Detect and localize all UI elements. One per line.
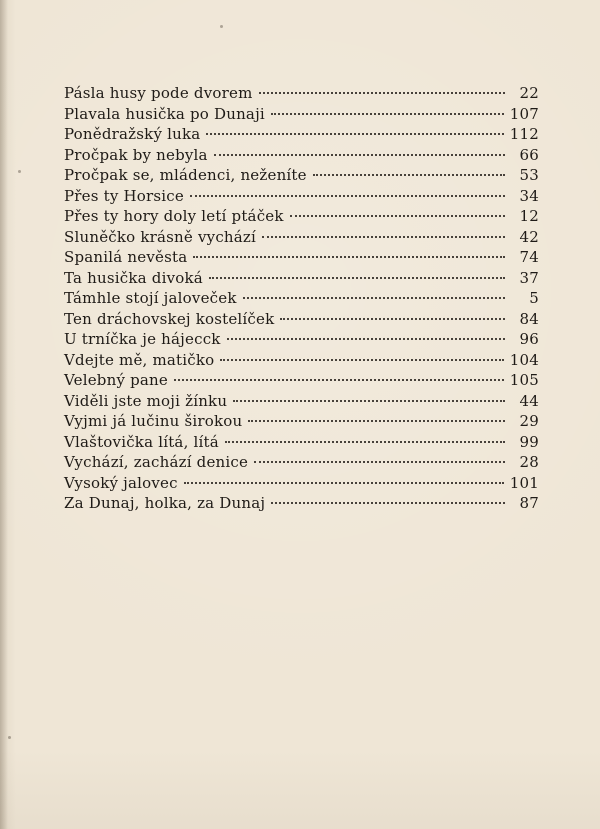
toc-title: Přes ty hory doly letí ptáček [64,207,284,225]
toc-page-number: 12 [519,207,539,225]
toc-page-number: 66 [519,145,539,164]
toc-title: Pročpak by nebyla [64,145,208,164]
toc-title: Přes ty Horsice [64,186,184,205]
toc-row [64,125,539,146]
toc-page-number: 28 [519,453,539,471]
dot-leader [262,236,505,238]
dot-leader [243,297,505,299]
toc-row [64,371,539,392]
toc-title: Ponědražský luka [64,125,201,143]
toc-row [64,494,539,515]
toc-page-number: 22 [519,84,539,102]
toc-page-number: 104 [509,350,539,369]
toc-row [64,412,539,433]
toc-row [64,392,539,413]
dot-leader [220,359,503,361]
toc-page-number: 42 [519,227,539,246]
toc-row [64,310,539,331]
toc-title: Sluněčko krásně vychází [64,227,257,246]
toc-page-number: 74 [519,248,539,266]
toc-row [64,187,539,208]
toc-row [64,228,539,249]
toc-page-number: 101 [509,473,539,492]
toc-title: Vyjmi já lučinu širokou [64,412,243,430]
toc-row [64,330,539,351]
dot-leader [254,461,505,463]
toc-title: Pásla husy pode dvorem [64,84,253,102]
dot-leader [280,318,505,320]
toc-row [64,207,539,228]
dot-leader [259,92,506,94]
toc-title: Viděli jste moji žínku [64,391,228,410]
paper-speck [8,736,11,739]
dot-leader [271,502,505,504]
toc-page-number: 5 [529,289,539,307]
toc-row [64,453,539,474]
toc-title: Plavala husička po Dunaji [64,104,265,123]
toc-page-number: 112 [509,125,539,143]
toc-row [64,84,539,105]
dot-leader [313,174,505,176]
toc-page-number: 87 [519,494,539,512]
toc-row [64,351,539,372]
toc-row [64,105,539,126]
toc-page-number: 37 [519,268,539,287]
toc-title: Pročpak se, mládenci, neženíte [64,166,307,184]
toc-title: Vysoký jalovec [64,473,178,492]
toc-title: Ten dráchovskej kostelíček [64,309,275,328]
toc-row [64,248,539,269]
dot-leader [271,113,504,115]
toc-title: Vdejte mě, matičko [64,350,215,369]
dot-leader [214,154,505,156]
dot-leader [227,338,505,340]
dot-leader [225,441,505,443]
toc-title: Ta husička divoká [64,268,203,287]
table-of-contents [64,84,539,515]
toc-row [64,474,539,495]
dot-leader [233,400,505,402]
dot-leader [174,379,504,381]
toc-title: Vychází, zachází denice [64,453,249,471]
dot-leader [248,420,505,422]
toc-page-number: 29 [519,412,539,430]
dot-leader [206,133,503,135]
toc-page-number: 44 [519,391,539,410]
toc-page-number: 96 [519,330,539,348]
dot-leader [193,256,505,258]
toc-page-number: 84 [519,309,539,328]
toc-title: Spanilá nevěsta [64,248,188,266]
toc-title: Velebný pane [64,371,168,389]
toc-title: U trníčka je hájecck [64,330,221,348]
toc-title: Za Dunaj, holka, za Dunaj [64,494,266,512]
toc-row [64,269,539,290]
dot-leader [184,482,504,484]
toc-page-number: 53 [519,166,539,184]
toc-page-number: 34 [519,186,539,205]
toc-row [64,166,539,187]
page-edge-shadow [0,0,8,829]
toc-row [64,289,539,310]
paper-speck [220,25,223,28]
toc-page-number: 105 [509,371,539,389]
toc-title: Vlaštovička lítá, lítá [64,432,219,451]
paper-speck [18,170,21,173]
toc-page-number: 107 [509,104,539,123]
dot-leader [290,215,505,217]
toc-page-number: 99 [519,432,539,451]
toc-row [64,146,539,167]
dot-leader [209,277,505,279]
toc-row [64,433,539,454]
toc-title: Támhle stojí jaloveček [64,289,237,307]
dot-leader [190,195,505,197]
